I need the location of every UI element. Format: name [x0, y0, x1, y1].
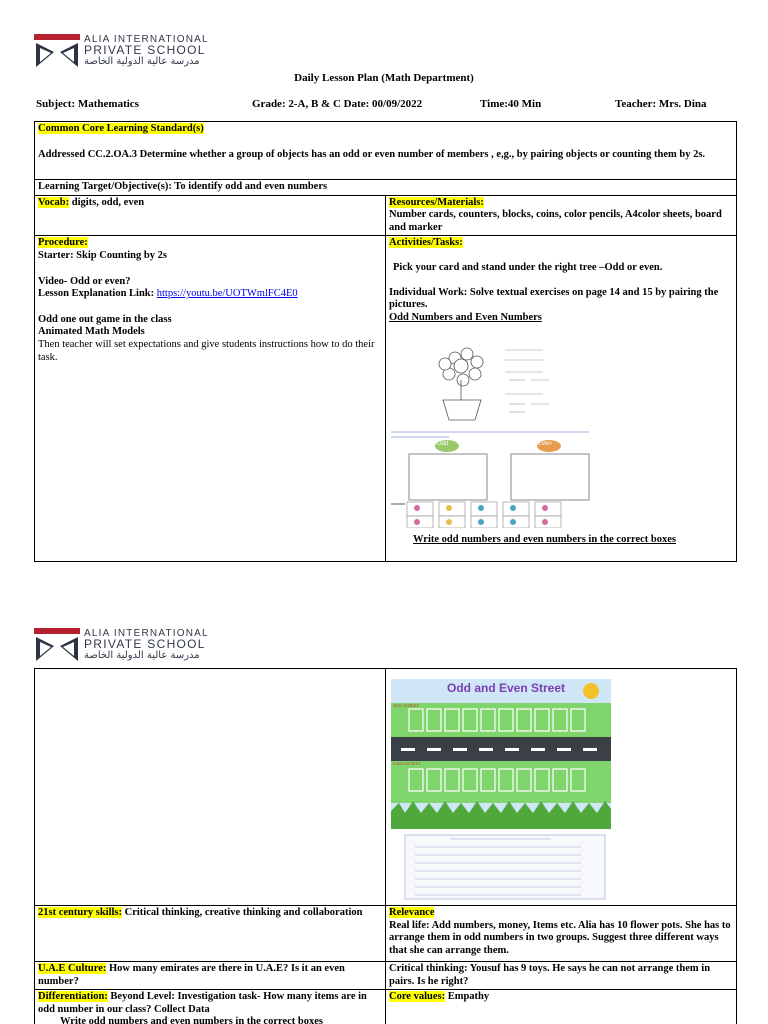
activities-label: Activities/Tasks: [389, 237, 463, 249]
core-label: Core values: [389, 991, 446, 1003]
school-name-arabic: مدرسة عالية الدولية الخاصة [84, 56, 200, 67]
school-crest-icon [34, 628, 80, 664]
diff-label: Differentiation: [38, 991, 108, 1003]
lesson-link[interactable]: https://youtu.be/UOTWmlFC4E0 [156, 288, 298, 300]
expectations: Then teacher will set expectations and give students instructions how to do their task. [38, 338, 375, 363]
core-text: Empathy [445, 991, 490, 1003]
standard-text: Addressed CC.2.OA.3 Determine whether a group of objects has an odd or even number of members , e,g., by pairing objects or counting them by 2s. [38, 148, 706, 160]
pick-card: Pick your card and stand under the right tree –Odd or even. [393, 261, 663, 273]
even-street-label: EVEN STREET [393, 761, 421, 766]
school-logo [34, 34, 226, 70]
relevance-text: Real life: Add numbers, money, Items etc. Alia has 10 flower pots. She has to arrange them in odd numbers in two groups. Suggest three different ways that she can arrange them. [389, 919, 731, 956]
video: Video- Odd or even? [38, 275, 131, 287]
resources-text: Number cards, counters, blocks, coins, color pencils, A4color sheets, board and marker [389, 209, 722, 233]
uae-text: How many emirates are there in U.A.E? Is it an even number? [38, 963, 345, 987]
school-name-line1: ALIA INTERNATIONAL [84, 628, 209, 639]
individual-work: Individual Work: Solve textual exercises on page 14 and 15 by pairing the pictures. [389, 286, 719, 311]
grade-date: Grade: 2-A, B & C Date: 00/09/2022 [252, 98, 423, 110]
learning-target: Learning Target/Objective(s): To identify odd and even numbers [35, 180, 737, 196]
odd-even-street-image [391, 679, 611, 901]
core-values-cell [386, 990, 737, 1024]
starter: Starter: Skip Counting by 2s [38, 249, 167, 261]
flower-worksheet-image [393, 332, 573, 422]
skills-cell [35, 906, 386, 962]
critical-thinking-cell: Critical thinking: Yousuf has 9 toys. He says he can not arrange them in pairs. Is he right? [386, 962, 737, 990]
differentiation-cell [35, 990, 386, 1024]
diff-write: Write odd numbers and even numbers in the correct boxes [60, 1016, 323, 1024]
skills-text: Critical thinking, creative thinking and collaboration [122, 907, 363, 918]
lesson-plan-table-page2 [34, 668, 737, 1024]
uae-cell [35, 962, 386, 990]
vocab-label: Vocab: [38, 196, 70, 208]
odd-street-label: ODD STREET [393, 703, 419, 708]
skills-label: 21st century skills: [38, 907, 122, 918]
write-boxes: Write odd numbers and even numbers in the correct boxes [413, 534, 676, 546]
resources-label: Resources/Materials: [389, 196, 484, 208]
school-crest-icon [34, 34, 80, 70]
school-name-line2: PRIVATE SCHOOL [84, 637, 206, 651]
vocab-cell [35, 195, 386, 236]
even-box-label: Even [538, 441, 552, 448]
vocab-text: digits, odd, even [69, 196, 145, 208]
blank-cell [35, 669, 386, 906]
subject: Subject: Mathematics [36, 98, 139, 110]
uae-label: U.A.E Culture: [38, 963, 107, 974]
procedure-label: Procedure: [38, 237, 88, 249]
teacher: Teacher: Mrs. Dina [615, 98, 707, 110]
odd-box-label: Odd [437, 441, 449, 448]
lesson-link-label: Lesson Explanation Link: [38, 288, 157, 300]
sorting-worksheet-image [389, 428, 709, 528]
street-title: Odd and Even Street [447, 681, 566, 695]
standard-label: Common Core Learning Standard(s) [38, 123, 204, 134]
models: Animated Math Models [38, 326, 145, 338]
resources-cell [386, 195, 737, 236]
school-name-arabic: مدرسة عالية الدولية الخاصة [84, 650, 200, 661]
diff-text: Beyond Level: Investigation task- How many items are in odd number in our class? Collect Data [38, 991, 367, 1015]
page-title: Daily Lesson Plan (Math Department) [294, 72, 474, 84]
lesson-plan-table-page1 [34, 121, 737, 562]
relevance-cell [386, 906, 737, 962]
school-name-line1: ALIA INTERNATIONAL [84, 34, 209, 45]
activities-cell [386, 236, 737, 562]
time: Time:40 Min [480, 98, 542, 110]
school-name-line2: PRIVATE SCHOOL [84, 43, 206, 57]
relevance-label: Relevance [389, 907, 435, 918]
procedure-cell [35, 236, 386, 562]
odd-even-heading: Odd Numbers and Even Numbers [389, 311, 542, 323]
standard-cell [35, 122, 737, 180]
street-image-cell [386, 669, 737, 906]
school-logo-page2 [34, 628, 226, 664]
game: Odd one out game in the class [38, 313, 172, 325]
flower-icon [393, 332, 573, 422]
